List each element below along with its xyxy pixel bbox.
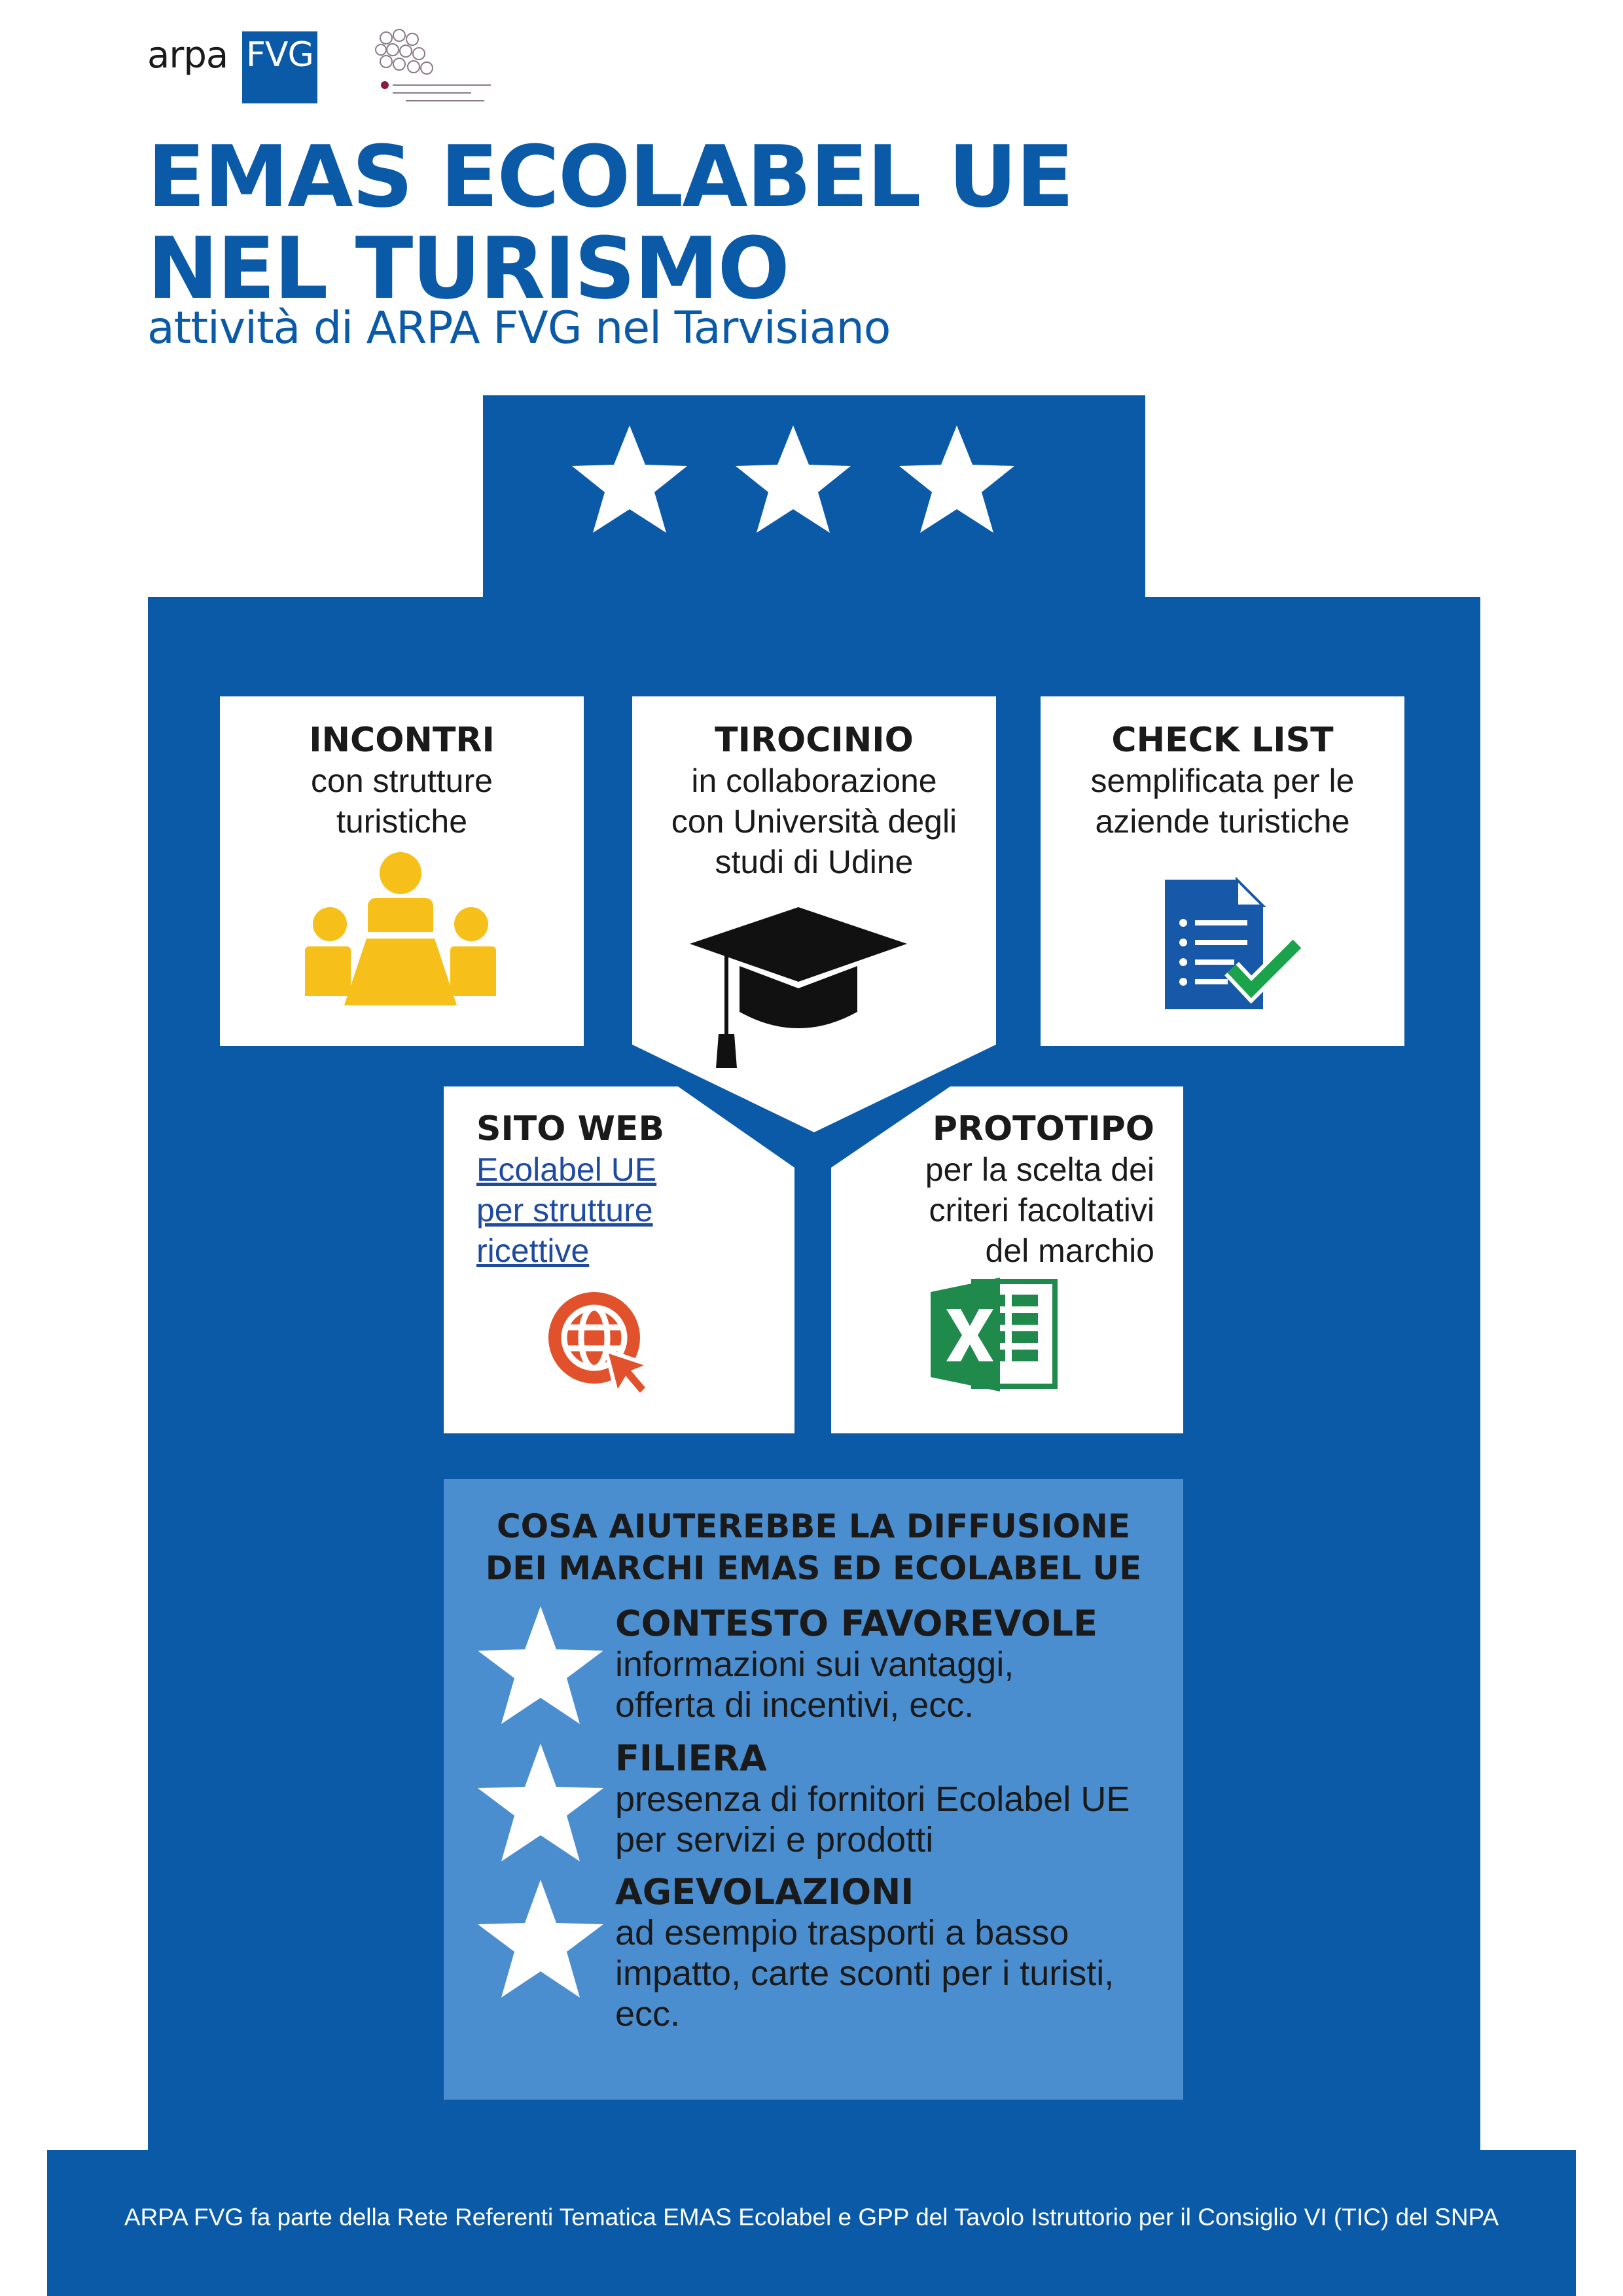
panel-item-line: per servizi e prodotti (615, 1820, 934, 1859)
panel-item-filiera (615, 1738, 1165, 1860)
ecolabel-link[interactable] (476, 1149, 764, 1271)
card-incontri-line: turistiche (336, 803, 468, 840)
card-checklist-line: semplificata per le (1090, 762, 1355, 799)
page-subtitle: attività di ARPA FVG nel Tarvisiano (147, 302, 891, 354)
footer-text: ARPA FVG fa parte della Rete Referenti Tematica EMAS Ecolabel e GPP del Tavolo Istruttorio per il Consiglio VI (TIC) del SNPA (124, 2204, 1499, 2231)
card-checklist-line: aziende turistiche (1095, 803, 1350, 840)
panel-item-contesto (615, 1604, 1165, 1725)
card-prototipo-line: per la scelta dei (925, 1151, 1154, 1188)
card-sito-web-title: SITO WEB (476, 1109, 665, 1149)
card-sito-web-text (476, 1109, 764, 1271)
ecolabel-link-line: ricettive (476, 1232, 590, 1269)
card-checklist-text (1041, 720, 1404, 842)
diffusion-panel (444, 1479, 1183, 2100)
card-tirocinio-line: con Università degli (671, 803, 957, 840)
card-tirocinio-line: studi di Udine (715, 844, 914, 880)
footer-bar (47, 2150, 1576, 2296)
card-incontri-line: con strutture (311, 762, 493, 799)
title-line-2: NEL TURISMO (147, 219, 789, 318)
ecolabel-link-line: Ecolabel UE (476, 1151, 657, 1188)
star-icon (475, 1741, 606, 1865)
checklist-document-icon (1160, 877, 1310, 1014)
card-tirocinio-title: TIROCINIO (715, 721, 914, 760)
card-tirocinio-text (632, 720, 996, 882)
card-tirocinio-line: in collaborazione (691, 762, 937, 799)
panel-item-line: presenza di fornitori Ecolabel UE (615, 1780, 1130, 1819)
card-prototipo-line: criteri facoltativi (929, 1192, 1154, 1229)
panel-item-line: ad esempio trasporti a basso (615, 1913, 1069, 1952)
panel-title-line-2: DEI MARCHI EMAS ED ECOLABEL UE (485, 1549, 1142, 1587)
panel-item-line: ecc. (615, 1994, 681, 2034)
card-prototipo-line: del marchio (985, 1232, 1154, 1269)
title-line-1: EMAS ECOLABEL UE (147, 127, 1073, 226)
excel-file-icon (928, 1272, 1059, 1397)
arpa-fvg-logo-text: FVG (246, 35, 313, 75)
panel-item-line: impatto, carte sconti per i turisti, (615, 1954, 1115, 1993)
panel-item-title: FILIERA (615, 1738, 767, 1779)
card-incontri-text (220, 720, 584, 842)
panel-item-line: offerta di incentivi, ecc. (615, 1685, 974, 1725)
star-icon (475, 1604, 606, 1728)
card-incontri-title: INCONTRI (309, 721, 495, 760)
panel-title-line-1: COSA AIUTEREBBE LA DIFFUSIONE (496, 1507, 1131, 1545)
card-checklist-title: CHECK LIST (1111, 721, 1334, 760)
card-prototipo-title: PROTOTIPO (932, 1109, 1154, 1149)
web-globe-cursor-icon (542, 1285, 660, 1403)
panel-item-title: AGEVOLAZIONI (615, 1871, 914, 1912)
panel-title (444, 1505, 1183, 1589)
meeting-icon (302, 851, 499, 1008)
ecolabel-link-line: per strutture (476, 1192, 653, 1229)
graduation-cap-icon (687, 903, 910, 1073)
card-prototipo-text (851, 1109, 1154, 1271)
star-icon (475, 1877, 606, 2001)
panel-item-line: informazioni sui vantaggi, (615, 1645, 1014, 1684)
arpa-logo-text: arpa (147, 34, 228, 77)
panel-item-agevolazioni (615, 1872, 1165, 2034)
panel-item-title: CONTESTO FAVOREVOLE (615, 1603, 1097, 1644)
